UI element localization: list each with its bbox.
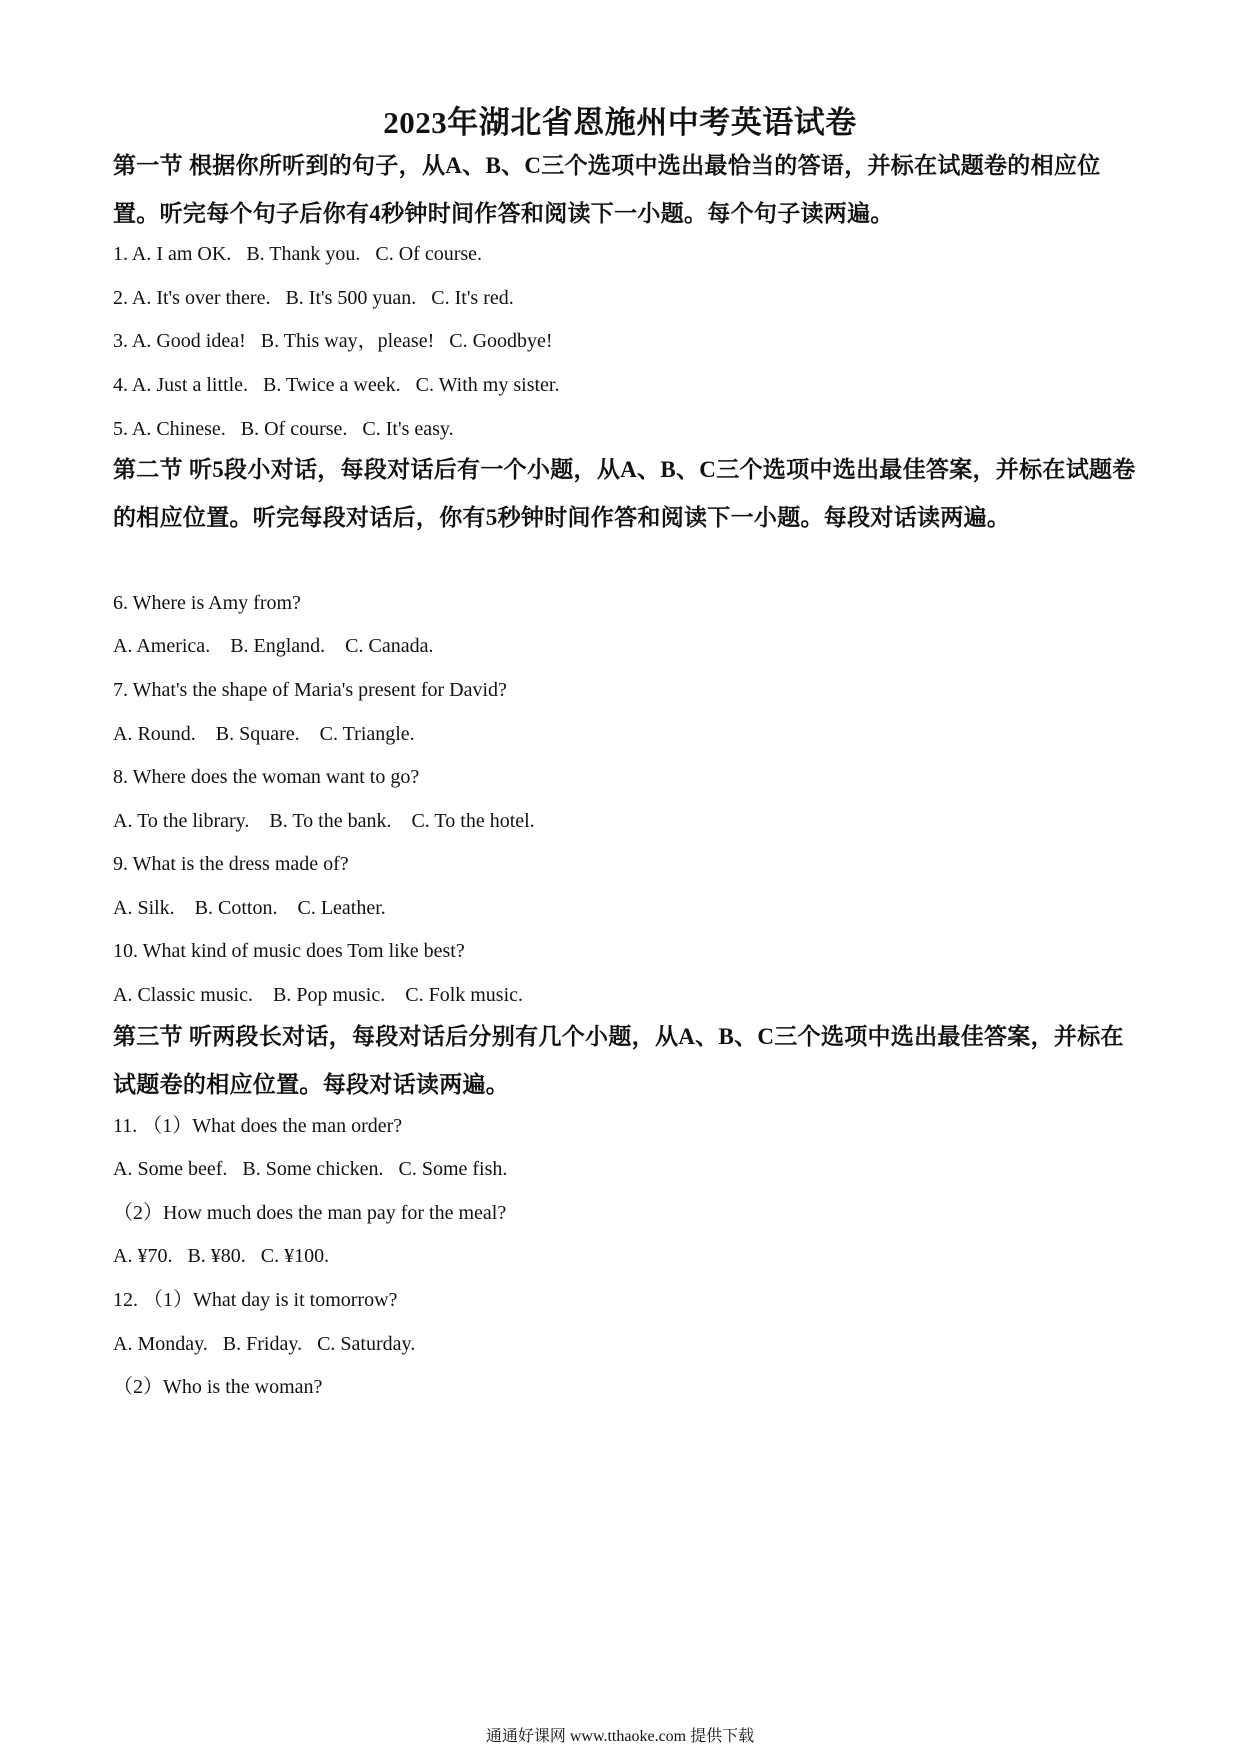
question-4: 4. A. Just a little. B. Twice a week. C. With my sister. (113, 374, 560, 396)
section-1-heading: 第一节 根据你所听到的句子，从A、B、C三个选项中选出最恰当的答语，并标在试题卷的相应位置。听完每个句子后你有4秒钟时间作答和阅读下一小题。每个句子读两遍。 (113, 153, 1101, 226)
question-1: 1. A. I am OK. B. Thank you. C. Of course. (113, 243, 483, 265)
question-9: 9. What is the dress made of? (113, 853, 349, 875)
question-10: 10. What kind of music does Tom like best? (113, 940, 465, 962)
section-2-heading: 第二节 听5段小对话，每段对话后有一个小题，从A、B、C三个选项中选出最佳答案，并标在试题卷的相应位置。听完每段对话后，你有5秒钟时间作答和阅读下一小题。每段对话读两遍。 (113, 457, 1136, 530)
page-title: 2023年湖北省恩施州中考英语试卷 (383, 105, 857, 140)
question-11-1-options: A. Some beef. B. Some chicken. C. Some fish. (113, 1158, 508, 1180)
question-2: 2. A. It's over there. B. It's 500 yuan. C. It's red. (113, 287, 514, 309)
question-10-options: A. Classic music. B. Pop music. C. Folk music. (113, 984, 524, 1006)
question-7: 7. What's the shape of Maria's present for David? (113, 679, 507, 701)
question-9-options: A. Silk. B. Cotton. C. Leather. (113, 897, 386, 919)
footer-source: 通通好课网 www.tthaoke.com 提供下载 (485, 1728, 755, 1745)
question-8-options: A. To the library. B. To the bank. C. To the hotel. (113, 810, 535, 832)
question-5: 5. A. Chinese. B. Of course. C. It's easy. (113, 418, 454, 440)
question-12-1-options: A. Monday. B. Friday. C. Saturday. (113, 1333, 416, 1355)
section-3-heading: 第三节 听两段长对话，每段对话后分别有几个小题，从A、B、C三个选项中选出最佳答案，并标在试题卷的相应位置。每段对话读两遍。 (113, 1024, 1124, 1097)
question-7-options: A. Round. B. Square. C. Triangle. (113, 723, 415, 745)
question-12-2: （2）Who is the woman? (113, 1376, 323, 1398)
question-11-1: 11. （1）What does the man order? (113, 1115, 403, 1137)
question-6: 6. Where is Amy from? (113, 592, 301, 614)
question-6-options: A. America. B. England. C. Canada. (113, 635, 434, 657)
question-12-1: 12. （1）What day is it tomorrow? (113, 1289, 398, 1311)
question-3: 3. A. Good idea! B. This way，please! C. Goodbye! (113, 330, 553, 352)
question-11-2: （2）How much does the man pay for the meal? (113, 1202, 507, 1224)
question-11-2-options: A. ¥70. B. ¥80. C. ¥100. (113, 1245, 330, 1267)
question-8: 8. Where does the woman want to go? (113, 766, 420, 788)
